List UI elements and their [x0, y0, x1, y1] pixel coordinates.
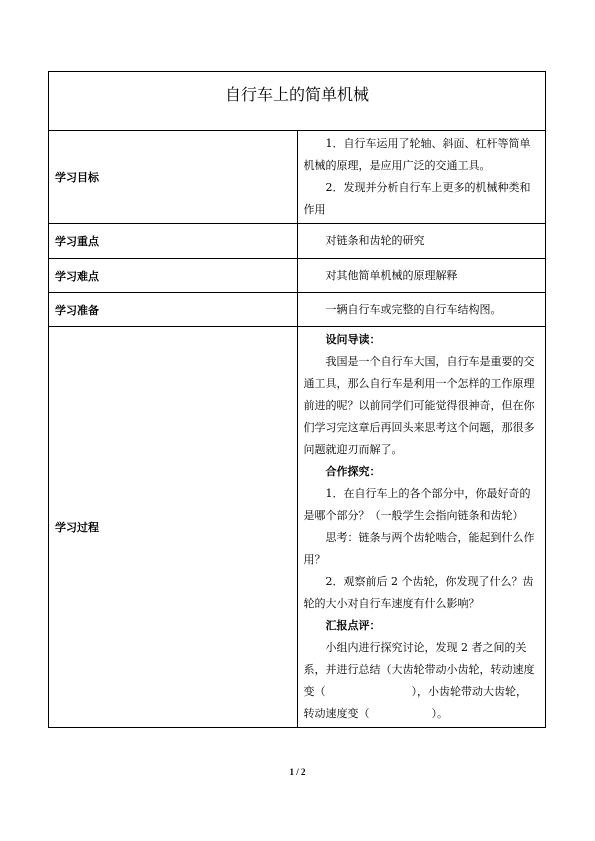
think-text: 思考：链条与两个齿轮啮合，能起到什么作用？ [303, 531, 535, 566]
goal-content [297, 131, 546, 224]
section-head-guide: 设问导读： [325, 333, 381, 346]
process-row [49, 327, 546, 728]
report-part-b: ），小齿轮带动大齿轮，转动速度变（ [303, 685, 527, 720]
prep-label: 学习准备 [49, 293, 298, 327]
goal-line-2: 2．发现并分析自行车上更多的机械种类和作用 [303, 181, 531, 216]
goal-row [49, 131, 546, 224]
page-title: 自行车上的简单机械 [224, 85, 369, 104]
focus-row [49, 224, 546, 259]
difficulty-label: 学习难点 [49, 259, 298, 293]
title-cell [49, 72, 546, 131]
question-2: 2．观察前后 2 个齿轮，你发现了什么？齿轮的大小对自行车速度有什么影响？ [303, 575, 534, 610]
focus-content [297, 224, 546, 259]
prep-content [297, 293, 546, 327]
difficulty-content [297, 259, 546, 293]
report-part-a: 小组内进行探究讨论，发现 2 者之间的关系，并进行总结（大齿轮带动小齿轮，转动速度变（ [303, 641, 535, 698]
report-text [304, 637, 538, 725]
process-content [297, 327, 546, 728]
lesson-table [48, 71, 546, 728]
difficulty-text: 对其他简单机械的原理解释 [325, 268, 458, 282]
section-head-report: 汇报点评： [325, 619, 381, 632]
title-row [49, 72, 546, 131]
focus-text: 对链条和齿轮的研究 [325, 234, 425, 247]
goal-label: 学习目标 [49, 131, 298, 224]
focus-label: 学习重点 [49, 224, 298, 259]
prep-row [49, 293, 546, 327]
guide-text: 我国是一个自行车大国，自行车是重要的交通工具，那么自行车是利用一个怎样的工作原理前进的呢？以前同学们可能觉得很神奇，但在你们学习完这章后再回头来思考这个问题，那很多问题就迎刃而解了。 [303, 355, 535, 456]
goal-line-1: 1．自行车运用了轮轴、斜面、杠杆等简单机械的原理，是应用广泛的交通工具。 [303, 137, 531, 172]
question-1: 1．在自行车上的各个部分中，你最好奇的是哪个部分？（一般学生会指向链条和齿轮） [303, 487, 531, 522]
page-number: 1 / 2 [289, 767, 306, 777]
prep-text: 一辆自行车或完整的自行车结构图。 [325, 302, 502, 316]
lesson-sheet [48, 71, 546, 728]
difficulty-row [49, 259, 546, 293]
section-head-explore: 合作探究： [325, 465, 381, 478]
process-label: 学习过程 [49, 327, 298, 728]
report-part-c: ）。 [431, 707, 448, 720]
